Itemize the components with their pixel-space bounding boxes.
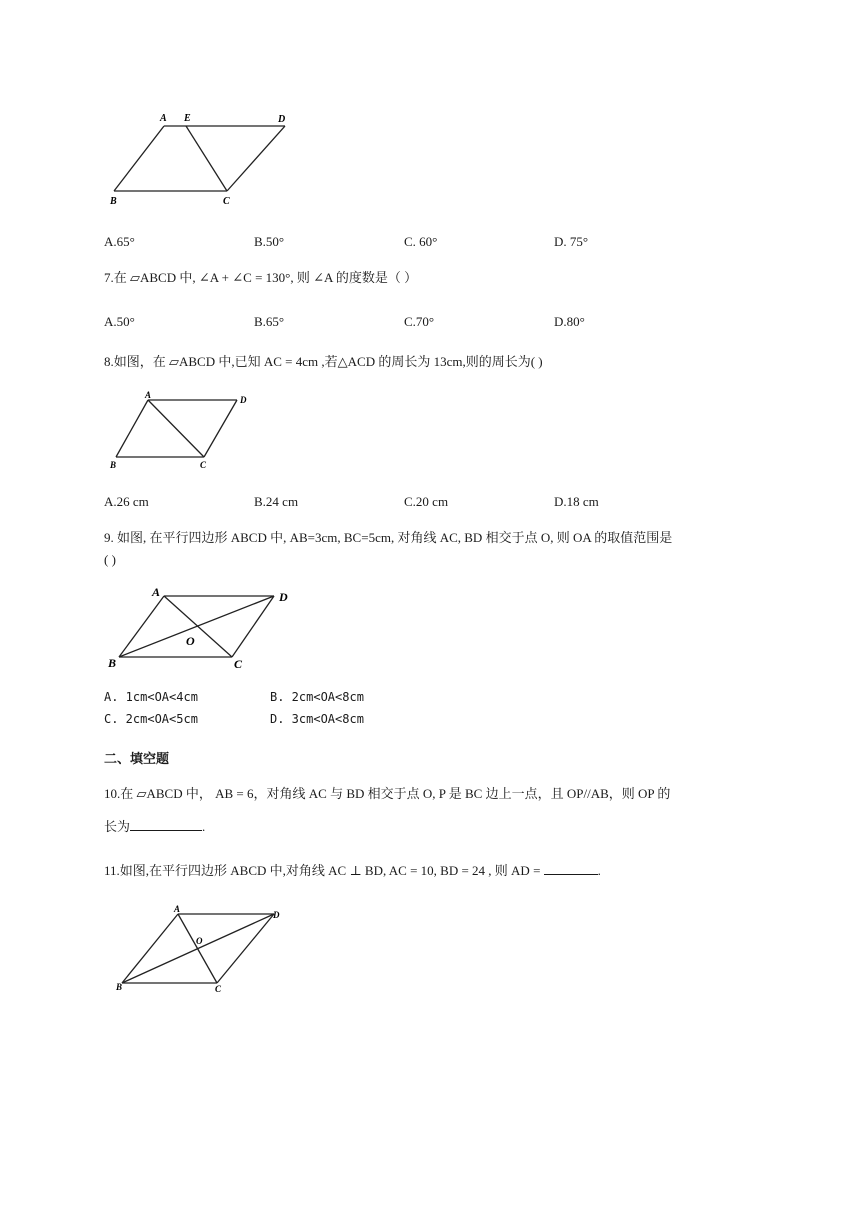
q10-line2-text: 长为 (104, 819, 131, 834)
label-A: A (152, 585, 161, 599)
label-D: D (240, 395, 247, 405)
q11-end: . (597, 863, 601, 878)
q7-option-b: B.65° (254, 314, 285, 329)
label-B: B (110, 460, 117, 470)
q8-stem: 8.如图，在 ▱ABCD 中,已知 AC = 4cm ,若△ACD 的周长为 13cm,则的周长为( ) (104, 354, 543, 369)
label-A: A (160, 113, 167, 124)
label-C: C (223, 196, 230, 207)
label-D: D (273, 910, 280, 920)
figure-q11-parallelogram (108, 900, 288, 996)
q6-option-b: B.50° (254, 234, 285, 249)
q10-answer-blank[interactable] (130, 818, 202, 831)
q7-stem: 7.在 ▱ABCD 中, ∠A + ∠C = 130°, 则 ∠A 的度数是（ ） (104, 270, 418, 285)
label-O: O (186, 634, 195, 648)
q7-option-c: C.70° (404, 314, 435, 329)
label-D: D (279, 590, 288, 604)
figure-q8-parallelogram (100, 388, 270, 472)
q8-option-a: A.26 cm (104, 494, 149, 509)
figure-q9-parallelogram (100, 582, 300, 674)
q9-stem-line2: ( ) (104, 552, 116, 567)
label-O: O (196, 936, 203, 946)
q10-line2-end: . (202, 819, 206, 834)
q6-option-a: A.65° (104, 234, 135, 249)
section-title-fill-in: 二、填空题 (104, 752, 170, 767)
q9-option-c: C. 2cm<OA<5cm (104, 712, 198, 726)
q11-line (104, 862, 601, 879)
q9-option-a: A. 1cm<OA<4cm (104, 690, 198, 704)
q6-option-c: C. 60° (404, 234, 438, 249)
q11-answer-blank[interactable] (544, 862, 598, 875)
label-C: C (234, 657, 243, 671)
label-B: B (116, 982, 123, 992)
q6-option-d: D. 75° (554, 234, 589, 249)
label-C: C (215, 984, 222, 994)
q7-option-d: D.80° (554, 314, 585, 329)
label-B: B (108, 656, 117, 670)
q8-option-b: B.24 cm (254, 494, 299, 509)
label-E: E (184, 113, 191, 124)
label-B: B (110, 196, 117, 207)
q9-option-b: B. 2cm<OA<8cm (270, 690, 364, 704)
q10-line1: 10.在 ▱ABCD 中， AB = 6，对角线 AC 与 BD 相交于点 O, P 是 BC 边上一点，且 OP//AB，则 OP 的 (104, 786, 671, 801)
figure-q6-parallelogram (100, 105, 300, 210)
q9-stem-line1: 9. 如图, 在平行四边形 ABCD 中, AB=3cm, BC=5cm, 对角线 AC, BD 相交于点 O, 则 OA 的取值范围是 (104, 530, 673, 545)
label-A: A (174, 904, 181, 914)
q11-text: 11.如图,在平行四边形 ABCD 中,对角线 AC ⊥ BD, AC = 10, BD = 24 , 则 AD = (104, 863, 544, 878)
label-A: A (145, 390, 152, 400)
q7-option-a: A.50° (104, 314, 135, 329)
q9-option-d: D. 3cm<OA<8cm (270, 712, 364, 726)
label-C: C (200, 460, 207, 470)
label-D: D (278, 114, 286, 125)
q10-line2 (104, 818, 205, 835)
q8-option-c: C.20 cm (404, 494, 449, 509)
q8-option-d: D.18 cm (554, 494, 599, 509)
